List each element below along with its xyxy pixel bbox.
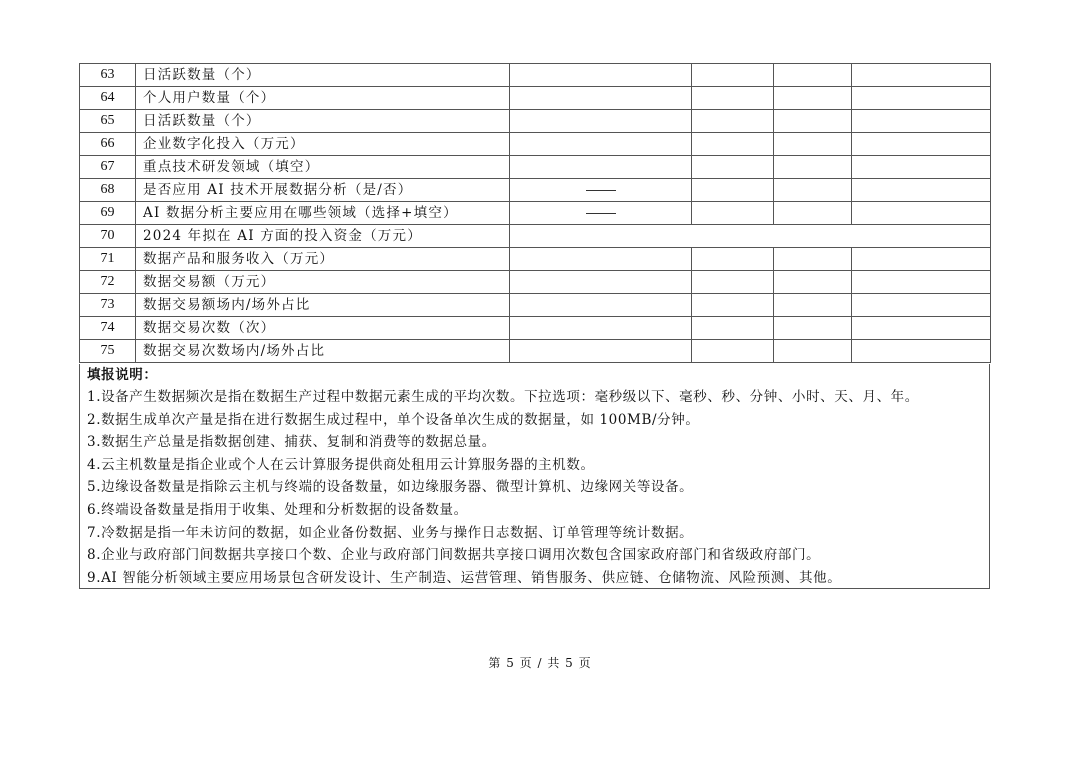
- instruction-line: 4.云主机数量是指企业或个人在云计算服务提供商处租用云计算服务器的主机数。: [87, 456, 595, 473]
- value-cell[interactable]: [692, 340, 774, 363]
- indicator-name: 日活跃数量（个）: [136, 64, 510, 87]
- value-cell[interactable]: [510, 248, 692, 271]
- row-number: 68: [80, 179, 136, 202]
- value-cell[interactable]: [510, 156, 692, 179]
- value-cell[interactable]: [774, 87, 852, 110]
- table-row: [80, 271, 991, 294]
- value-cell[interactable]: [852, 110, 991, 133]
- value-cell[interactable]: [774, 317, 852, 340]
- indicator-name: 数据交易额（万元）: [136, 271, 510, 294]
- row-number: 67: [80, 156, 136, 179]
- table-row: [80, 202, 991, 225]
- page-footer: 第 5 页 / 共 5 页: [488, 656, 592, 670]
- value-cell[interactable]: [692, 133, 774, 156]
- value-cell[interactable]: [692, 110, 774, 133]
- value-cell[interactable]: [510, 110, 692, 133]
- indicator-name: 日活跃数量（个）: [136, 110, 510, 133]
- value-cell[interactable]: [692, 156, 774, 179]
- value-cell[interactable]: [774, 294, 852, 317]
- indicator-table: [79, 63, 991, 363]
- value-cell[interactable]: [852, 294, 991, 317]
- value-cell[interactable]: [692, 271, 774, 294]
- value-cell[interactable]: [692, 179, 774, 202]
- indicator-name: 重点技术研发领域（填空）: [136, 156, 510, 179]
- instruction-line: 5.边缘设备数量是指除云主机与终端的设备数量，如边缘服务器、微型计算机、边缘网关等设备。: [87, 479, 694, 496]
- row-number: 75: [80, 340, 136, 363]
- table-row: [80, 64, 991, 87]
- table-row: [80, 317, 991, 340]
- table-row: [80, 179, 991, 202]
- value-cell[interactable]: [774, 248, 852, 271]
- value-cell[interactable]: [692, 294, 774, 317]
- value-cell[interactable]: [774, 110, 852, 133]
- table-row: [80, 110, 991, 133]
- value-cell[interactable]: [510, 340, 692, 363]
- value-cell[interactable]: [852, 179, 991, 202]
- table-row: [80, 294, 991, 317]
- indicator-name: 数据交易额场内/场外占比: [136, 294, 510, 317]
- dash-mark: [586, 213, 616, 214]
- value-cell[interactable]: [852, 248, 991, 271]
- value-cell[interactable]: [852, 133, 991, 156]
- instruction-line: 9.AI 智能分析领域主要应用场景包含研发设计、生产制造、运营管理、销售服务、供应链、仓储物流、风险预测、其他。: [87, 569, 842, 586]
- instructions-title: 填报说明：: [87, 367, 158, 383]
- instruction-line: 2.数据生成单次产量是指在进行数据生成过程中，单个设备单次生成的数据量，如 100MB/分钟。: [87, 411, 700, 428]
- value-cell[interactable]: [692, 64, 774, 87]
- instruction-line: 6.终端设备数量是指用于收集、处理和分析数据的设备数量。: [87, 501, 468, 518]
- indicator-name: 2024 年拟在 AI 方面的投入资金（万元）: [136, 225, 510, 248]
- value-cell[interactable]: [774, 202, 852, 225]
- row-number: 72: [80, 271, 136, 294]
- value-cell[interactable]: [774, 64, 852, 87]
- row-number: 71: [80, 248, 136, 271]
- table-row: [80, 248, 991, 271]
- value-cell[interactable]: [510, 64, 692, 87]
- value-cell[interactable]: [510, 317, 692, 340]
- indicator-name: 企业数字化投入（万元）: [136, 133, 510, 156]
- survey-form: [79, 63, 990, 589]
- table-row: [80, 156, 991, 179]
- value-cell[interactable]: [692, 202, 774, 225]
- value-cell[interactable]: [774, 271, 852, 294]
- row-number: 73: [80, 294, 136, 317]
- value-cell[interactable]: [510, 202, 692, 225]
- value-cell[interactable]: [774, 340, 852, 363]
- table-row: [80, 340, 991, 363]
- indicator-name: 个人用户数量（个）: [136, 87, 510, 110]
- value-cell[interactable]: [774, 179, 852, 202]
- row-number: 64: [80, 87, 136, 110]
- value-cell[interactable]: [852, 87, 991, 110]
- value-cell[interactable]: [692, 248, 774, 271]
- value-cell[interactable]: [852, 317, 991, 340]
- value-cell[interactable]: [692, 317, 774, 340]
- value-cell[interactable]: [774, 156, 852, 179]
- row-number: 65: [80, 110, 136, 133]
- indicator-name: 数据交易次数场内/场外占比: [136, 340, 510, 363]
- value-cell[interactable]: [852, 156, 991, 179]
- row-number: 69: [80, 202, 136, 225]
- row-number: 63: [80, 64, 136, 87]
- instruction-line: 8.企业与政府部门间数据共享接口个数、企业与政府部门间数据共享接口调用次数包含国家政府部门和省级政府部门。: [87, 547, 821, 564]
- value-cell[interactable]: [852, 271, 991, 294]
- value-cell[interactable]: [510, 133, 692, 156]
- instruction-line: 3.数据生产总量是指数据创建、捕获、复制和消费等的数据总量。: [87, 434, 496, 451]
- value-cell[interactable]: [852, 202, 991, 225]
- value-cell[interactable]: [510, 87, 692, 110]
- value-cell[interactable]: [510, 294, 692, 317]
- dash-mark: [586, 190, 616, 191]
- filling-instructions: [79, 364, 990, 589]
- table-row: [80, 225, 991, 248]
- value-cell[interactable]: [510, 179, 692, 202]
- value-cell[interactable]: [510, 271, 692, 294]
- instruction-line: 1.设备产生数据频次是指在数据生产过程中数据元素生成的平均次数。下拉选项：毫秒级以下、毫秒、秒、分钟、小时、天、月、年。: [87, 389, 919, 405]
- row-number: 66: [80, 133, 136, 156]
- value-cell[interactable]: [852, 340, 991, 363]
- row-number: 70: [80, 225, 136, 248]
- indicator-name: 是否应用 AI 技术开展数据分析（是/否）: [136, 179, 510, 202]
- value-cell-merged[interactable]: [510, 225, 991, 248]
- table-row: [80, 87, 991, 110]
- indicator-name: 数据产品和服务收入（万元）: [136, 248, 510, 271]
- indicator-name: AI 数据分析主要应用在哪些领域（选择+填空）: [136, 202, 510, 225]
- value-cell[interactable]: [692, 87, 774, 110]
- instruction-line: 7.冷数据是指一年未访问的数据，如企业备份数据、业务与操作日志数据、订单管理等统计数据。: [87, 524, 694, 541]
- indicator-name: 数据交易次数（次）: [136, 317, 510, 340]
- value-cell[interactable]: [774, 133, 852, 156]
- table-row: [80, 133, 991, 156]
- row-number: 74: [80, 317, 136, 340]
- value-cell[interactable]: [852, 64, 991, 87]
